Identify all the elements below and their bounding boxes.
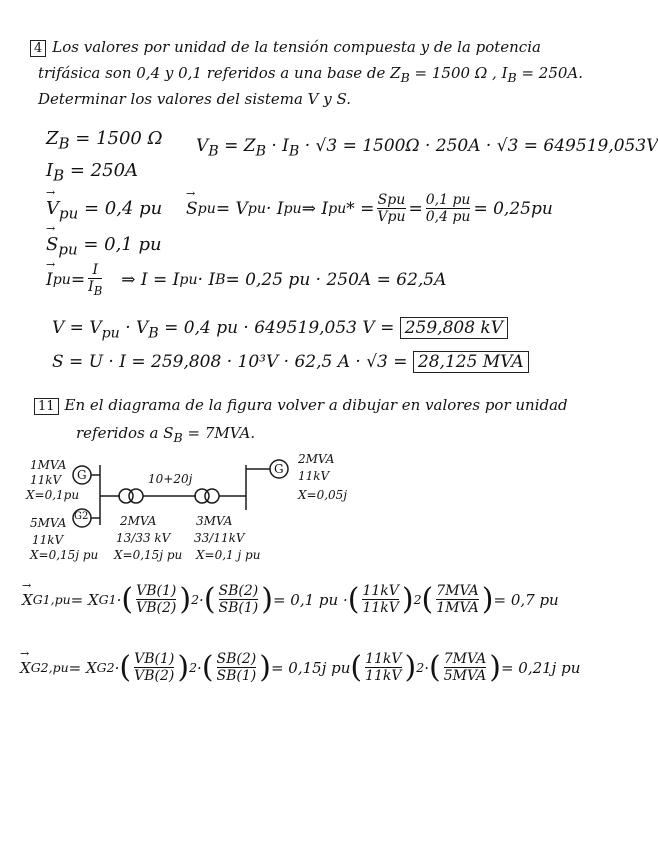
t1-rating: 2MVA [120,514,157,528]
xg1-f4-num: 7MVA [436,583,479,599]
problem-11-number: 11 [34,398,59,415]
xg1-f1-num: VB(1) [136,583,177,599]
vb-expr: = Z [218,136,256,156]
xg1-square-2: 2 [413,592,422,607]
g3-reactance: X=0,05j [298,488,348,502]
xg1-f3-num: 11kV [362,583,399,599]
frac-i-num: I [92,262,98,278]
ib-symbol: I [46,160,54,181]
zb-value: = 1500 Ω [69,128,163,149]
frac-values-num: 0,1 pu [425,192,471,208]
spu-value: = 0,1 pu [77,234,162,255]
spu-eq-rest2: · I [265,198,284,219]
xg1-f4-den: 1MVA [436,600,479,616]
vb-expr-3: · I [265,136,289,156]
frac-i-den-sub: B [93,283,103,298]
xg2-symbol: → X [20,659,31,677]
xg2-square-2: 2 [416,660,425,675]
vpu-value: = 0,4 pu [78,198,163,219]
spu-eq-symbol: → S [186,199,198,219]
g3-rating: 2MVA [298,452,335,466]
v-line-rest2: = 0,4 pu · 649519,053 V = [158,318,400,338]
ipu-equation: → I pu = $\frac{I}{I_B}$ ⇒ I = I pu · I B = 0,25 pu · 250A = 62,5A [46,262,446,299]
problem-11-text-2-rest: = 7MVA. [182,424,256,442]
zb-sub: B [58,134,70,153]
vb-expr-5: · √3 = 1500Ω · 250A · √3 = 649519,053V [299,136,658,156]
xg1-f3-den: 11kV [362,600,399,616]
s-line: S = U · I = 259,808 · 10³V · 62,5 A · √3 = [52,352,413,372]
xg1-frac-s [219,583,259,616]
ipu-symbol: → I [46,270,53,290]
frac-i-den-symbol: I [88,279,94,295]
xg1-square: 2 [191,592,200,607]
xg1-mid: = 0,1 pu · [272,590,348,609]
xg2-frac-mva [444,651,487,684]
xg2-f3-num: 11kV [365,651,402,667]
xg2-frac-s [217,651,257,684]
xg1-eq-sub: G1 [98,592,117,607]
problem-4-text-2c: = 1500 Ω , I [409,64,508,82]
xg2-dot: · [114,658,120,677]
xg1-result: = 0,7 pu [493,590,559,609]
g1-symbol: G [77,468,87,482]
spu-equation: → S pu = V pu · I pu ⇒ I pu * = $\frac{\text{Spu}}{\text{Vpu}}$ = $\frac{0,1 pu}{0,4 pu}$ = 0,25pu [186,192,553,225]
g1-voltage: 11kV [30,473,62,487]
spu-eq-rest: = V [215,198,248,219]
v-line-rest: · V [119,318,149,338]
xg2-f4-den: 5MVA [443,668,487,684]
t1-reactance: X=0,15j pu [114,548,183,562]
ib-sub: B [53,166,65,185]
ib-subscript: B [507,70,517,85]
spu-symbol: → S [46,234,58,255]
vb-sub: B [208,143,219,160]
frac-values-den: 0,4 pu [425,209,471,225]
v-line-sub: pu [101,325,120,342]
xg2-frac-v [134,651,174,684]
i-rest-sub: B [215,272,226,289]
g3-voltage: 11kV [298,469,330,483]
i-arrow: ⇒ I = I [121,270,180,291]
xg1-dot: · [116,590,122,609]
xg2-f1-den: VB(2) [134,668,175,684]
ipu-star-sub: pu [328,200,347,217]
spu-eq-rest2-sub: pu [283,200,302,217]
spu-sub: pu [58,240,78,259]
xg1-f2-num: SB(2) [218,583,259,599]
g2-rating: 5MVA [30,516,67,530]
zb-symbol: Z [46,128,59,149]
xg2-equation: → X G2,pu = X G2 · ( $\frac{VB(1)}{VB(2)}$ ) 2 · ( $\frac{SB(2)}{SB(1)}$ ) = 0,15j pu ( $\frac{11kV}{11kV}$ ) 2 · ( $\frac{\text{7MVA}}{\text{5MVA}}$ ) = 0,21j pu [20,650,580,685]
xg1-equation: → X G1,pu = X G1 · ( $\frac{VB(1)}{VB(2)}$ ) 2 · ( $\frac{SB(2)}{SB(1)}$ ) = 0,1 pu · ( $\frac{11kV}{11kV}$ ) 2 ( $\frac{\text{7MVA}}{\text{1MVA}}$ ) = 0,7 pu [22,582,559,617]
vpu-symbol: → V [46,198,59,219]
zb-subscript: B [400,70,410,85]
spu-eq-rest-sub: pu [247,200,266,217]
g2-reactance: X=0,15j pu [30,548,99,562]
xg2-f4-num: 7MVA [443,651,487,667]
xg1-f2-den: SB(1) [218,600,259,616]
g3-symbol: G [274,462,284,476]
problem-11-text-1: En el diagrama de la figura volver a dibujar en valores por unidad [64,396,568,414]
ipu-star-arrow: ⇒ I [301,198,329,219]
problem-4-text-2: trifásica son 0,4 y 0,1 referidos a una base de Z [38,64,401,82]
xg1-f1-den: VB(2) [136,600,177,616]
v-result-box: 259,808 kV [400,317,508,339]
v-line-rest-sub: B [148,325,159,342]
t2-voltage: 33/11kV [194,531,245,545]
xg2-sub: G2,pu [30,660,69,675]
i-rest2: = 0,25 pu · 250A = 62,5A [225,270,447,291]
problem-4-text-2e: = 250A. [516,64,584,82]
xg2-eq-sub: G2 [96,660,115,675]
xg2-f2-num: SB(2) [216,651,257,667]
xg2-eq: = X [68,658,97,677]
ipu-sub: pu [52,272,71,289]
ib-value: = 250A [64,160,139,181]
xg1-frac-v [136,583,176,616]
xg1-symbol: → X [22,591,33,609]
ipu-result: = 0,25pu [473,198,553,219]
g2-symbol: G2 [74,511,89,522]
i-rest: · I [197,270,216,291]
xg1-frac-kv [362,583,398,616]
problem-4-text-1: Los valores por unidad de la tensión compuesta y de la potencia [52,38,541,56]
xg1-eq: = X [70,590,99,609]
xg2-mid: = 0,15j pu [270,658,351,677]
xg1-frac-mva [436,583,479,616]
line-impedance-label: 10+20j [148,472,193,486]
t1-voltage: 13/33 kV [116,531,171,545]
g1-rating: 1MVA [30,458,67,472]
xg2-result: = 0,21j pu [500,658,581,677]
xg2-frac-kv [365,651,401,684]
v-line: V = V [52,318,102,338]
vb-expr-sub2: B [288,143,300,160]
xg2-f1-num: VB(1) [134,651,175,667]
frac-spu-den: Vpu [377,209,406,225]
xg2-f2-den: SB(1) [216,668,257,684]
frac-spu-num: Spu [377,192,406,208]
problem-11-text-2: referidos a S [76,424,174,442]
problem-4-number: 4 [30,40,46,57]
t2-reactance: X=0,1 j pu [196,548,261,562]
s-result-box: 28,125 MVA [413,351,529,373]
vb-expr-sub1: B [255,143,266,160]
vpu-sub: pu [59,204,79,223]
t2-rating: 3MVA [196,514,233,528]
i-arrow-sub: pu [179,272,198,289]
sb-sub: B [173,430,183,445]
spu-eq-sub: pu [197,200,216,217]
ipu-star: * = [346,198,375,219]
xg2-square: 2 [189,660,198,675]
xg2-f3-den: 11kV [365,668,402,684]
problem-4-text-3: Determinar los valores del sistema V y S. [38,90,352,108]
vb-symbol: V [196,136,209,156]
g1-reactance: X=0,1pu [26,488,80,502]
g2-voltage: 11kV [32,533,64,547]
xg1-sub: G1,pu [32,592,71,607]
